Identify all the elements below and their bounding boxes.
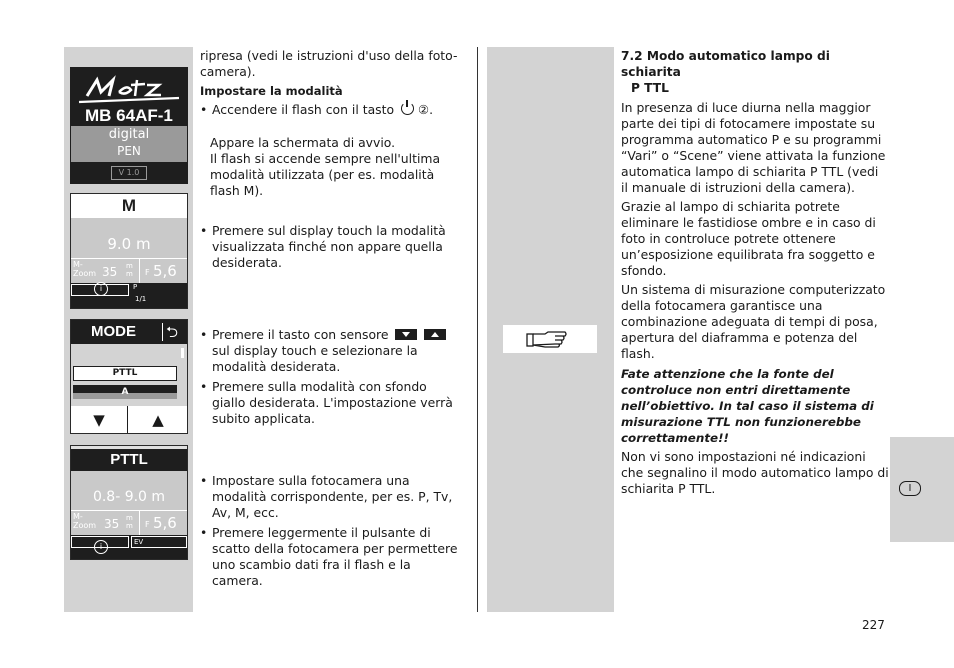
start-line1: digital: [108, 127, 150, 142]
step-power-on: [200, 102, 462, 118]
info-icon: i: [94, 540, 108, 554]
pttl-zoom-value: 35: [104, 517, 120, 531]
note-icon-box: [503, 325, 597, 353]
left-text-column: [200, 48, 462, 589]
sensor-down-key-icon: [395, 329, 417, 340]
section-heading: Impostare la modalità: [200, 84, 343, 98]
pttl-bottom-bar: [71, 535, 187, 560]
start-info-area: [71, 106, 187, 162]
section-title-line2: P TTL: [631, 81, 669, 95]
m-mode-bottom-bar: [71, 283, 187, 309]
mode-menu-scrollbar[interactable]: [181, 348, 184, 358]
step-camera-mode: • Impostare sulla fotocamera una modalità corrispondente, per es. P, Tv, Av, M, ecc.: [200, 473, 462, 521]
mode-menu-nav: [71, 406, 187, 434]
right-text-column: [621, 48, 889, 497]
pttl-header-wrap: [71, 446, 187, 470]
metz-logo-graphic: [75, 72, 183, 106]
version-badge: V 1.0: [111, 166, 147, 180]
warning-note: Fate attenzione che la fonte del controluce non entri direttamente nell’obiettivo. In tal caso il sistema di misurazione TTL non funzionerebbe correttamente!!: [621, 367, 874, 445]
last-mode-note: Il flash si accende sempre nell'ultima modalità utilizzata (per es. modalità flash M).: [210, 151, 441, 198]
model-name: MB 64AF-1: [71, 106, 187, 126]
scroll-up-button[interactable]: [129, 406, 187, 434]
m-mode-zoom-label: M- Zoom: [73, 260, 97, 278]
mode-menu-header: [71, 320, 187, 344]
pttl-zoom-label: M- Zoom: [73, 512, 97, 530]
step-sensor-keys-text-b: sul display touch e selezionare la modalità desiderata.: [212, 343, 418, 374]
m-mode-zoom-unit: m m: [126, 262, 133, 278]
metz-logo: [75, 72, 183, 106]
arrow-down-icon: ▼: [93, 411, 105, 429]
mode-option-a[interactable]: A: [73, 385, 177, 399]
sensor-up-key-icon: [424, 329, 446, 340]
m-mode-info-button[interactable]: [71, 284, 129, 296]
step-sensor-keys: [200, 327, 462, 375]
step-sensor-keys-text-a: Premere il tasto con sensore: [212, 327, 389, 342]
m-mode-p-label: P: [133, 283, 138, 291]
arrow-up-icon: ▲: [152, 411, 164, 429]
flash-pttl-screen: [70, 445, 188, 560]
language-tab-marker: [899, 481, 921, 496]
m-mode-aperture: 5,6: [153, 262, 177, 280]
continuation-text: ripresa (vedi le istruzioni d'uso della foto-camera).: [200, 48, 458, 79]
start-line2: PEN: [117, 144, 141, 158]
step-shutter-press: • Premere leggermente il pulsante di scatto della fotocamera per permettere uno scambio dati fra il flash e la camera.: [200, 525, 462, 589]
pttl-distance: 0.8- 9.0 m: [92, 489, 166, 505]
m-mode-distance: 9.0 m: [107, 235, 151, 253]
mode-menu-list: [71, 344, 187, 406]
step-power-on-ref: ②.: [417, 102, 434, 117]
language-tab-label: I: [908, 483, 912, 494]
page-number: 227: [862, 618, 885, 632]
pttl-zoom-row: [71, 510, 187, 535]
m-mode-zoom-row: [71, 258, 187, 283]
mode-option-pttl[interactable]: PTTL: [73, 366, 177, 381]
m-mode-f-label: F: [145, 268, 150, 277]
flash-mode-menu-screen: [70, 319, 188, 434]
paragraph-daylight: In presenza di luce diurna nella maggior parte dei tipi di fotocamere impostate su programma automatico P e su programmi “Vari” o “Scene” viene attivata la funzione automatica lampo di schiarita P TTL (vedi il manuale di istruzioni della camera).: [621, 100, 886, 195]
pointing-hand-icon: [503, 325, 597, 353]
step-select-mode: • Premere sulla modalità con sfondo giallo desiderata. L'impostazione verrà subito applicata.: [200, 379, 462, 427]
back-icon[interactable]: ⮌: [166, 323, 179, 341]
pttl-ev-button[interactable]: [131, 536, 187, 548]
paragraph-shadows: Grazie al lampo di schiarita potrete eliminare le fastidiose ombre e in caso di foto in controluce potrete ottenere un’esposizione equilibrata fra soggetto e sfondo.: [621, 199, 876, 278]
column-divider: [477, 47, 478, 612]
paragraph-no-settings: Non vi sono impostazioni né indicazioni che segnalino il modo automatico lampo di schiarita P TTL.: [621, 449, 889, 496]
pttl-ev-label: EV: [134, 538, 144, 546]
pttl-title: PTTL: [71, 449, 187, 471]
m-mode-fraction: 1/1: [135, 295, 147, 303]
step-power-on-text: Accendere il flash con il tasto: [212, 102, 395, 117]
section-title: 7.2 Modo automatico lampo di schiarita: [621, 49, 830, 79]
info-icon: i: [94, 282, 108, 296]
pttl-aperture: 5,6: [153, 514, 177, 532]
pttl-info-button[interactable]: [71, 536, 129, 551]
flash-m-mode-screen: [70, 193, 188, 309]
startup-note: Appare la schermata di avvio.: [210, 135, 396, 150]
power-icon: [401, 102, 414, 115]
m-mode-zoom-value: 35: [102, 265, 118, 279]
scroll-down-button[interactable]: [71, 406, 128, 434]
mode-menu-title: MODE: [91, 323, 136, 340]
m-mode-title: M: [71, 194, 187, 218]
step-touch-mode: • Premere sul display touch la modalità visualizzata finché non appare quella desiderata.: [200, 223, 462, 271]
paragraph-metering: Un sistema di misurazione computerizzato della fotocamera garantisce una combinazione adeguata di tempi di posa, apertura del diaframma e potenza del flash.: [621, 282, 886, 361]
pttl-f-label: F: [145, 520, 150, 529]
pttl-zoom-unit: m m: [126, 514, 133, 530]
flash-start-screen: [70, 67, 188, 184]
